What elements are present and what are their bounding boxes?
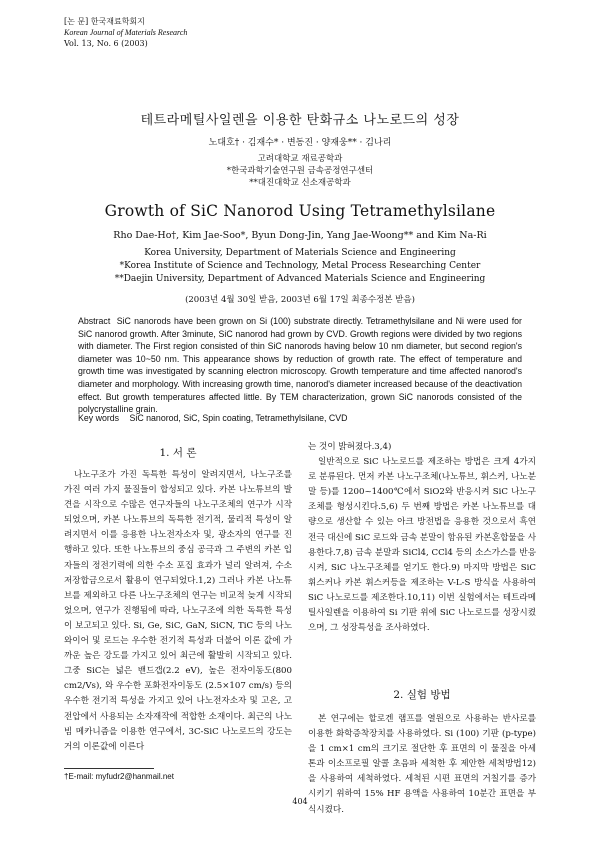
footnote-email: †E-mail: myfudr2@hanmail.net	[64, 772, 174, 781]
abstract-text: SiC nanorods have been grown on Si (100) substrate directly. Tetramethylsilane and Ni were used for SiC nanorod growth. After 3minute, SiC nanorod had grown by CVD. Growth regions were divided by two regions with diameter. The First region consisted of thin SiC nanorods having below 10 nm diameter, but second region's diameter was 10~50 nm. This appearance shows by reduction of growth rate. The effect of temperature and growth time was investigated by scanning electron microscopy. Growth temperature and time affected nanorod's diameter and morphology. With increasing growth time, nanorod's diameter increased because of the deactivation effect. But growth temperatures affected little. By TEM characterization, grown SiC nanorods consisted of the polycrystalline grain.	[78, 316, 522, 415]
right-column	[308, 440, 536, 636]
english-affiliation-1: Korea University, Department of Materials Science and Engineering	[144, 248, 456, 258]
footnote-rule	[64, 768, 154, 769]
abstract	[78, 315, 522, 416]
intro-paragraph: 나노구조가 가진 독특한 특성이 알려지면서, 나노구조를 가진 여러 가지 물질들이 합성되고 있다. 카본 나노튜브의 발견을 시작으로 수많은 연구자들의 나노구조체의 연구가 시작되었으며, 카본 나노튜브의 독특한 전기적, 물리적 특성이 알려지면서 이를 응용한 나노전자소자 및, 광소자의 연구를 진행하고 있다. 또한 나노튜브의 중심 공극과 그 주변의 카본 입자들의 정전기력에 의한 수소 포집 효과가 널리 알려져, 수소저장합금으로서 활용이 연구되었다.1,2) 그러나 카본 나노튜브를 제외하고 다른 나노구조체의 연구는 비교적 늦게 시작되었으며, 연구가 진행됨에 따라, 나노구조에 의한 독특한 특성이 보고되고 있다. Si, Ge, SiC, GaN, SiCN, TiC 등의 나노와이어 및 로드는 우수한 전기적 특성과 더불어 이론 값에 가까운 높은 강도를 가지고 있어 최근에 활발히 시작되고 있다. 그중 SiC는 넓은 밴드갭(2.2 eV), 높은 전자이동도(800 cm2/Vs), 와 우수한 포화전자이동도 (2.5×107 cm/s) 등의 우수한 전기적 특성을 가지고 있어 나노전자소자 및 고온, 고전압에서 사용되는 소자재작에 적합한 소재이다. 최근의 나노빔 메카니즘을 이용한 연구에서, 3C-SiC 나노로드의 강도는 거의 이론값에 이른다	[64, 470, 292, 752]
korean-title: 테트라메틸사일렌을 이용한 탄화규소 나노로드의 성장	[140, 113, 460, 128]
journal-name-korean: [논 문] 한국재료학회지	[64, 17, 145, 26]
korean-authors: 노대호† · 김재수* · 변동진 · 양재웅** · 김나리	[208, 138, 392, 148]
page-number: 404	[292, 797, 308, 806]
english-affiliation-2: *Korea Institute of Science and Technology, Metal Process Researching Center	[119, 261, 481, 271]
abstract-label: Abstract	[78, 316, 111, 326]
received-dates: (2003년 4월 30일 받음, 2003년 6월 17일 최종수정본 받음)	[185, 295, 415, 305]
keywords-label: Key words	[78, 413, 120, 423]
section-introduction-title: 1. 서 론	[159, 447, 197, 459]
english-title: Growth of SiC Nanorod Using Tetramethylsilane	[104, 202, 496, 220]
intro-paragraph-2: 일반적으로 SiC 나노로드를 제조하는 방법은 크게 4가지로 분류된다. 먼저 카본 나노구조체(나노튜브, 휘스커, 나노분말 등)를 1200~1400℃에서 SiO2와 반응시켜 SiC 나노구조체를 형성시킨다.5,6) 두 번째 방법은 카본 나노튜브를 대량으로 생산할 수 있는 아크 방전법을 응용한 것으로서 흑연 전극 대신에 SiC 로드와 금속 분말이 함유된 카본혼합물을 사용한다.7,8) 금속 분말과 SiCl4, CCl4 등의 소스가스를 반응시켜, SiC 나노구조체를 얻기도 한다.9) 마지막 방법은 SiC 휘스커나 카본 휘스커등을 제조하는 V-L-S 방식을 사용하여 SiC 나노로드를 제조한다.10,11) 이번 실험에서는 테트라메틸사일렌을 이용하여 Si 기판 위에 SiC 나노로드를 성장시켰으며, 그 성장특성을 조사하였다.	[308, 457, 537, 634]
korean-affiliation-2: *한국과학기술연구원 금속공정연구센터	[226, 166, 374, 176]
journal-volume: Vol. 13, No. 6 (2003)	[64, 39, 148, 48]
english-authors: Rho Dae-Ho†, Kim Jae-Soo*, Byun Dong-Jin, Yang Jae-Woong** and Kim Na-Ri	[113, 230, 487, 241]
keywords	[78, 413, 347, 423]
english-affiliation-3: **Daejin University, Department of Advanced Materials Science and Engineering	[114, 274, 486, 284]
journal-name-english: Korean Journal of Materials Research	[64, 28, 188, 37]
section-method-title: 2. 실험 방법	[393, 689, 451, 701]
intro-continuation: 는 것이 밝혀졌다.3,4)	[308, 442, 392, 452]
left-column	[64, 468, 292, 755]
korean-affiliation-3: **대진대학교 신소재공학과	[249, 178, 351, 188]
korean-affiliation-1: 고려대학교 재료공학과	[257, 154, 343, 164]
journal-header	[64, 16, 187, 49]
method-paragraph: 본 연구에는 할로겐 램프를 열원으로 사용하는 반사로를 이용한 화학증착장치를 사용하였다. Si (100) 기판 (p-type)을 1 cm×1 cm의 크기로 절단한 후 표면의 이 물질을 아세톤과 이소프로필 알콜 초음파 세척한 후 제안한 세척방법12)을 사용하여 세척하였다. 세척된 시편 표면의 거칠기를 증가시키기 위하여 15% HF 용액을 사용하여 10분간 표면을 부식시켰다.	[308, 714, 536, 815]
keywords-text: SiC nanorod, SiC, Spin coating, Tetramethylsilane, CVD	[129, 413, 348, 423]
